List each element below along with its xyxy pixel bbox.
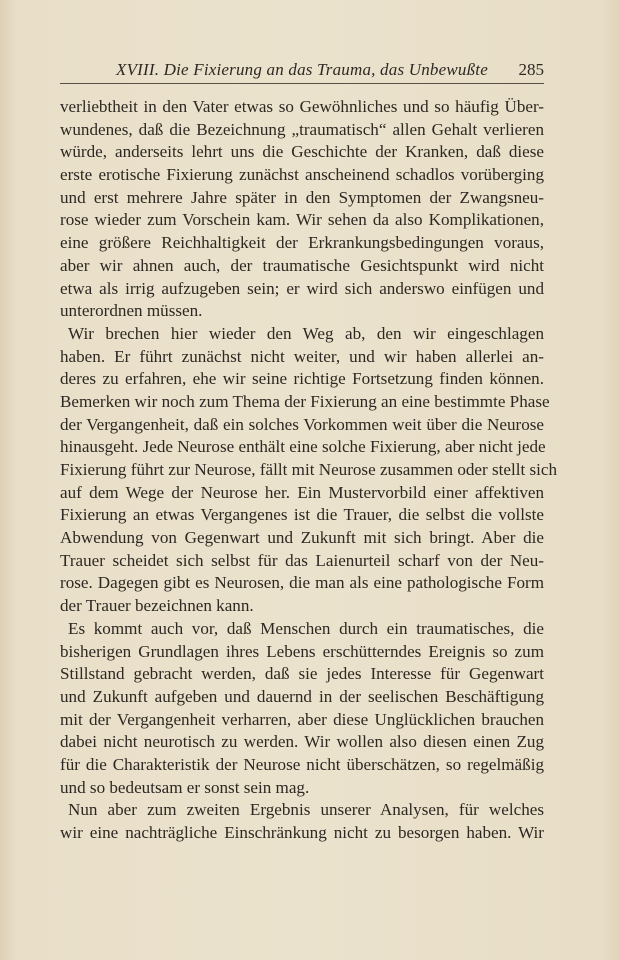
paragraph-4: [60, 799, 544, 844]
text-line: Stillstand gebracht werden, daß sie jedes Interesse für Gegenwart: [60, 664, 544, 684]
text-line: rose. Dagegen gibt es Neurosen, die man als eine pathologische Form: [60, 573, 544, 593]
text-line: Trauer scheidet sich selbst für das Laienurteil scharf von der Neu-: [60, 550, 544, 570]
text-line: aber wir ahnen auch, der traumatische Gesichtspunkt wird nicht: [60, 255, 544, 275]
text-line: haben. Er führt zunächst nicht weiter, und wir haben allerlei an-: [60, 346, 544, 366]
paragraph-1: [60, 96, 544, 323]
text-line: der Vergangenheit, daß ein solches Vorkommen weit über die Neurose: [60, 414, 544, 434]
header-rule: [60, 83, 544, 84]
text-line: erste erotische Fixierung zunächst anscheinend schadlos vorüberging: [60, 165, 544, 185]
text-line: mit der Vergangenheit verharren, aber diese Unglücklichen brauchen: [60, 709, 544, 729]
text-line: bisherigen Grundlagen ihres Lebens erschütterndes Ereignis so zum: [60, 641, 544, 661]
text-line: etwa als irrig aufzugeben sein; er wird sich anderswo einfügen und: [60, 278, 544, 298]
paragraph-3: [60, 618, 544, 800]
running-title: XVIII. Die Fixierung an das Trauma, das Unbewußte: [116, 60, 488, 79]
text-line: Abwendung von Gegenwart und Zukunft mit sich bringt. Aber die: [60, 528, 544, 548]
text-line: rose wieder zum Vorschein kam. Wir sehen da also Komplikationen,: [60, 210, 544, 230]
text-line: deres zu erfahren, ehe wir seine richtige Fortsetzung finden können.: [60, 369, 544, 389]
text-line: für die Charakteristik der Neurose nicht überschätzen, so regelmäßig: [60, 754, 544, 774]
text-line: der Trauer bezeichnen kann.: [60, 596, 254, 616]
text-line: Es kommt auch vor, daß Menschen durch ein traumatisches, die: [68, 618, 544, 638]
text-line: Nun aber zum zweiten Ergebnis unserer Analysen, für welches: [68, 800, 544, 820]
paragraph-2: [60, 323, 558, 618]
text-line: und so bedeutsam er sonst sein mag.: [60, 777, 310, 797]
text-line: hinausgeht. Jede Neurose enthält eine solche Fixierung, aber nicht jede: [60, 437, 546, 457]
text-line: Wir brechen hier wieder den Weg ab, den wir eingeschlagen: [68, 323, 544, 343]
body-text: [60, 96, 558, 845]
text-line: wir eine nachträgliche Einschränkung nicht zu besorgen haben. Wir: [60, 823, 544, 842]
text-line: und Zukunft aufgeben und dauernd in der seelischen Beschäftigung: [60, 686, 544, 706]
text-line: unterordnen müssen.: [60, 301, 203, 321]
text-line: verliebtheit in den Vater etwas so Gewöhnliches und so häufig Über-: [60, 97, 544, 116]
text-line: eine größere Reichhaltigkeit der Erkrankungsbedingungen voraus,: [60, 233, 544, 253]
text-line: Bemerken wir noch zum Thema der Fixierung an eine bestimmte Phase: [60, 391, 550, 411]
text-line: auf dem Wege der Neurose her. Ein Mustervorbild einer affektiven: [60, 482, 544, 502]
text-line: wundenes, daß die Bezeichnung „traumatisch“ allen Gehalt verlieren: [60, 119, 544, 139]
page-number: 285: [518, 60, 544, 79]
text-line: Fixierung führt zur Neurose, fällt mit Neurose zusammen oder stellt sich: [60, 460, 558, 479]
page-header: [60, 58, 544, 88]
text-line: und erst mehrere Jahre später in den Symptomen der Zwangsneu-: [60, 187, 544, 207]
text-line: dabei nicht neurotisch zu werden. Wir wollen also diesen einen Zug: [60, 732, 544, 752]
text-line: Fixierung an etwas Vergangenes ist die Trauer, die selbst die vollste: [60, 505, 544, 525]
text-line: würde, anderseits lehrt uns die Geschichte der Kranken, daß diese: [60, 142, 544, 162]
